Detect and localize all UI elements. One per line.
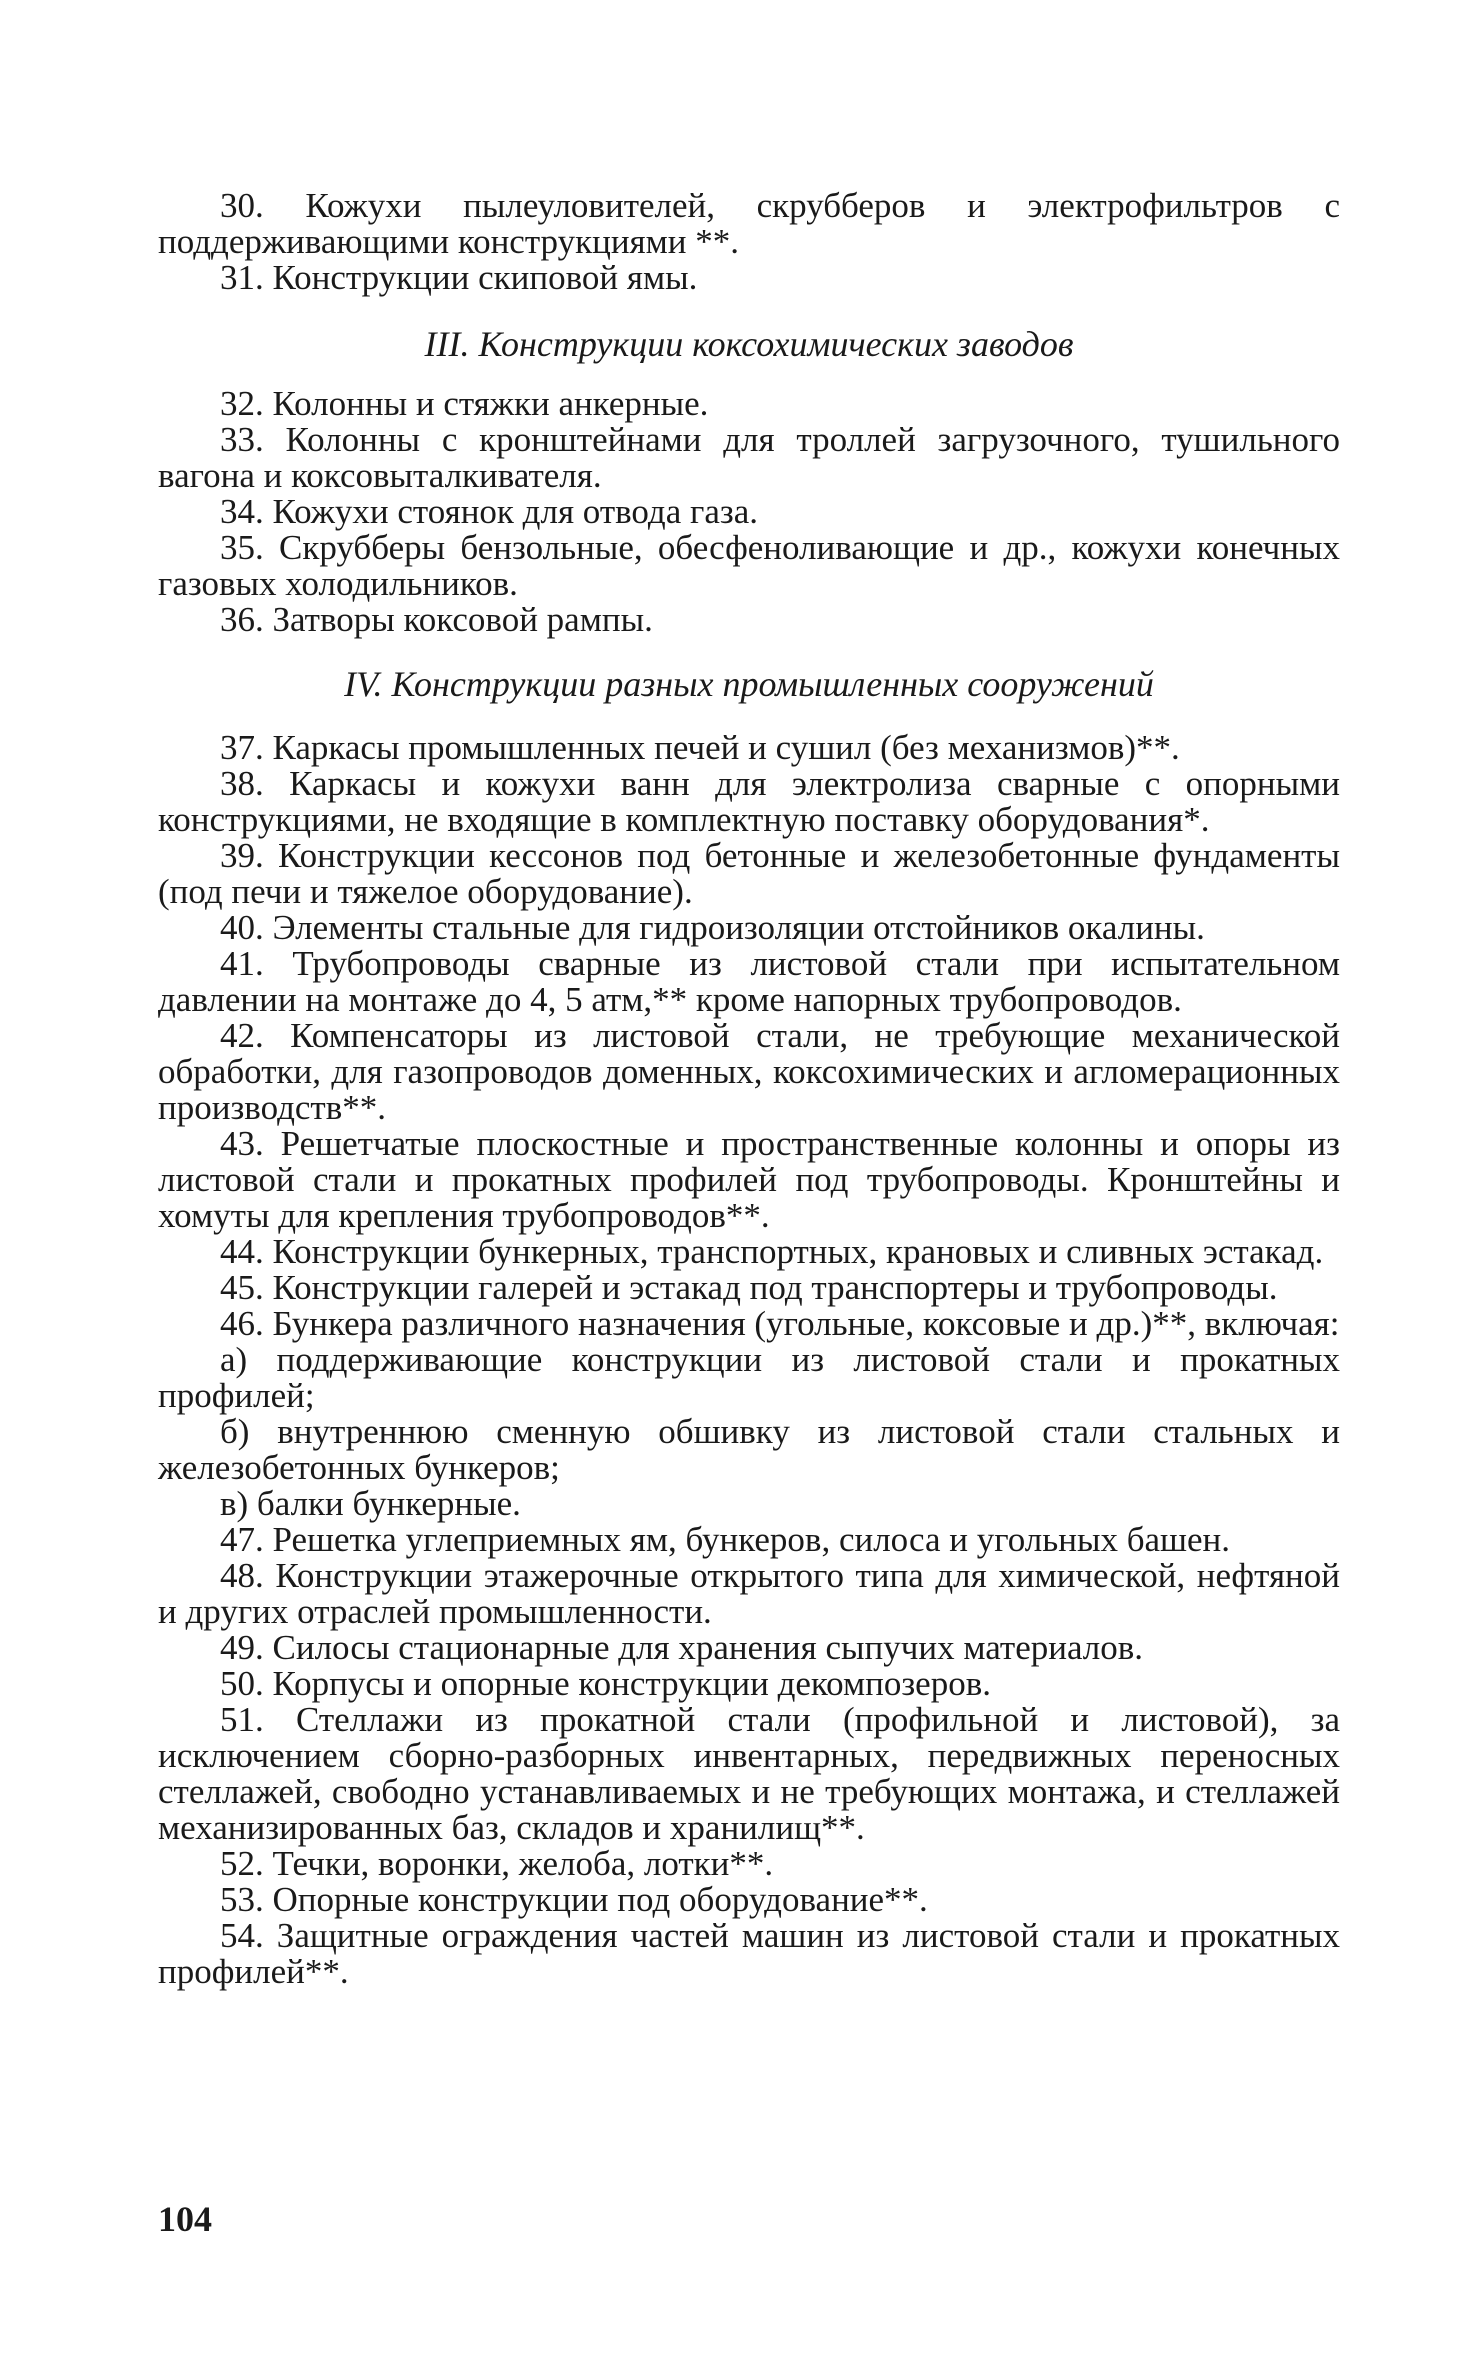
paragraph-item-30: 30. Кожухи пылеуловителей, скрубберов и электрофильтров с поддерживающими конструкциями **. xyxy=(158,186,1340,261)
paragraph-item-54: 54. Защитные ограждения частей машин из листовой стали и прокатных профилей**. xyxy=(158,1916,1340,1991)
paragraph-item-46c: в) балки бункерные. xyxy=(220,1484,521,1523)
paragraph-item-42: 42. Компенсаторы из листовой стали, не требующие механической обработки, для газопроводов доменных, коксохимических и агломерационных производств**. xyxy=(158,1016,1340,1127)
paragraph-item-46b: б) внутреннюю сменную обшивку из листовой стали стальных и железобетонных бункеров; xyxy=(158,1412,1340,1487)
paragraph-item-33: 33. Колонны с кронштейнами для троллей загрузочного, тушильного вагона и коксовыталкивателя. xyxy=(158,420,1340,495)
paragraph-item-51: 51. Стеллажи из прокатной стали (профильной и листовой), за исключением сборно-разборных инвентарных, передвижных переносных стеллажей, свободно устанавливаемых и не требующих монтажа, и стеллажей механизированных баз, складов и хранилищ**. xyxy=(158,1700,1340,1847)
paragraph-item-31: 31. Конструкции скиповой ямы. xyxy=(220,258,698,297)
paragraph-item-40: 40. Элементы стальные для гидроизоляции отстойников окалины. xyxy=(220,908,1205,947)
section-heading-4: IV. Конструкции разных промышленных сооружений xyxy=(344,664,1154,704)
document-page xyxy=(158,188,1340,1990)
paragraph-item-50: 50. Корпусы и опорные конструкции декомпозеров. xyxy=(220,1664,991,1703)
page-number: 104 xyxy=(158,2199,212,2239)
paragraph-item-52: 52. Течки, воронки, желоба, лотки**. xyxy=(220,1844,774,1883)
paragraph-item-36: 36. Затворы коксовой рампы. xyxy=(220,600,653,639)
paragraph-item-38: 38. Каркасы и кожухи ванн для электролиза сварные с опорными конструкциями, не входящие в комплектную поставку оборудования*. xyxy=(158,764,1340,839)
paragraph-item-45: 45. Конструкции галерей и эстакад под транспортеры и трубопроводы. xyxy=(220,1268,1278,1307)
paragraph-item-32: 32. Колонны и стяжки анкерные. xyxy=(220,384,709,423)
paragraph-item-41: 41. Трубопроводы сварные из листовой стали при испытательном давлении на монтаже до 4, 5 атм,** кроме напорных трубопроводов. xyxy=(158,944,1340,1019)
paragraph-item-49: 49. Силосы стационарные для хранения сыпучих материалов. xyxy=(220,1628,1144,1667)
paragraph-item-47: 47. Решетка углеприемных ям, бункеров, силоса и угольных башен. xyxy=(220,1520,1231,1559)
paragraph-item-48: 48. Конструкции этажерочные открытого типа для химической, нефтяной и других отраслей промышленности. xyxy=(158,1556,1340,1631)
paragraph-item-53: 53. Опорные конструкции под оборудование**. xyxy=(220,1880,928,1919)
paragraph-item-34: 34. Кожухи стоянок для отвода газа. xyxy=(220,492,759,531)
paragraph-item-35: 35. Скрубберы бензольные, обесфеноливающие и др., кожухи конечных газовых холодильников. xyxy=(158,528,1340,603)
paragraph-item-43: 43. Решетчатые плоскостные и пространственные колонны и опоры из листовой стали и прокатных профилей под трубопроводы. Кронштейны и хомуты для крепления трубопроводов**. xyxy=(158,1124,1340,1235)
paragraph-item-39: 39. Конструкции кессонов под бетонные и железобетонные фундаменты (под печи и тяжелое оборудование). xyxy=(158,836,1340,911)
section-heading-3: III. Конструкции коксохимических заводов xyxy=(424,324,1074,364)
paragraph-item-37: 37. Каркасы промышленных печей и сушил (без механизмов)**. xyxy=(220,728,1180,767)
paragraph-item-44: 44. Конструкции бункерных, транспортных, крановых и сливных эстакад. xyxy=(220,1232,1324,1271)
paragraph-item-46a: а) поддерживающие конструкции из листовой стали и прокатных профилей; xyxy=(158,1340,1340,1415)
paragraph-item-46: 46. Бункера различного назначения (угольные, коксовые и др.)**, включая: xyxy=(220,1304,1340,1343)
